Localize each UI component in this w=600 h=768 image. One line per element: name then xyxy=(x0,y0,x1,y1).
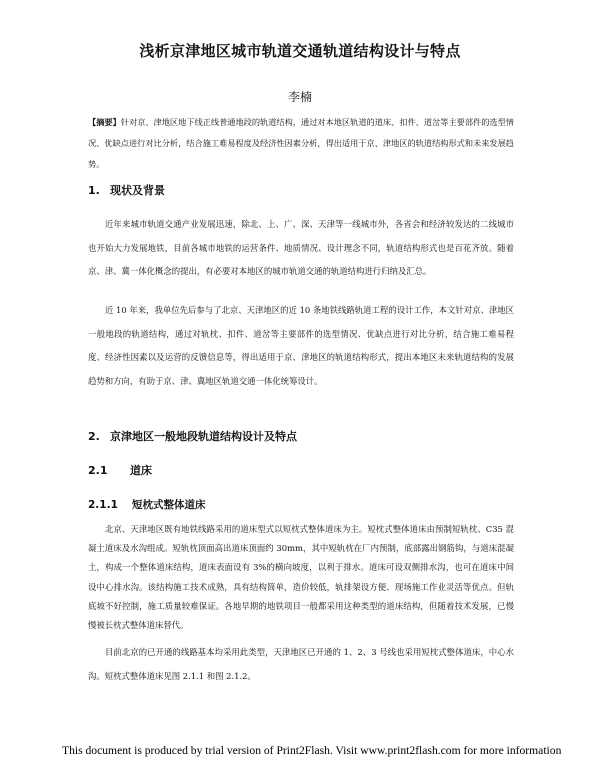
section-number: 2.1 xyxy=(88,464,108,477)
section-number: 2. xyxy=(88,430,100,443)
section-title: 短枕式整体道床 xyxy=(132,499,206,511)
section-number: 1. xyxy=(88,184,100,197)
section-title: 道床 xyxy=(130,464,152,477)
document-title: 浅析京津地区城市轨道交通轨道结构设计与特点 xyxy=(139,42,461,60)
abstract-text: 针对京、津地区地下线正线普通地段的轨道结构，通过对本地区轨道的道床、扣件、道岔等主要部件的选型情况、优缺点进行对比分析，结合施工难易程度及经济性因素分析，得出适用于京、津地区的轨道结构形式和未来发展趋势。 xyxy=(88,117,514,169)
paragraph: 近年来城市轨道交通产业发展迅速，除北、上、广、深、天津等一线城市外，各省会和经济较发达的二线城市也开始大力发展地铁，目前各城市地铁的运营条件、地质情况、设计理念不同，轨道结构形式也是百花齐放。随着京、津、冀一体化概念的提出，有必要对本地区的城市轨道交通的轨道结构进行归纳及汇总。 xyxy=(88,219,514,276)
abstract xyxy=(88,112,514,175)
section-2-heading xyxy=(88,428,297,444)
subsection-2-1-heading xyxy=(88,462,152,478)
abstract-label: 【摘要】 xyxy=(88,117,121,127)
paragraph: 北京、天津地区既有地铁线路采用的道床型式以短枕式整体道床为主。短枕式整体道床由预制短轨枕、C35 混凝土道床及水沟组成。短轨枕顶面高出道床顶面约 30mm，其中短轨枕在厂内预制，底部露出钢筋钩，与道床混凝土，构成一个整体道床结构，道床表面设有 3%的横向坡度，以利于排水。道床可设双侧排水沟，也可在道床中间设中心排水沟。该结构施工技术成熟，具有结构简单，造价较低，轨排架设方便、现场施工作业灵活等优点。但轨底坡不好控制，施工质量较难保证。各地早期的地铁项目一般都采用这种类型的道床结构，但随着技术发展，已慢慢被长枕式整体道床替代。 xyxy=(88,524,514,631)
subsection-2-1-1-heading xyxy=(88,497,206,512)
section-1-heading xyxy=(88,182,165,198)
trial-version-notice: This document is produced by trial version of Print2Flash. Visit www.print2flash.com for more information xyxy=(62,744,562,757)
section-number: 2.1.1 xyxy=(88,499,118,511)
paragraph: 近 10 年来，我单位先后参与了北京、天津地区的近 10 条地铁线路轨道工程的设计工作，本文针对京、津地区一般地段的轨道结构，通过对轨枕、扣件、道岔等主要部件的选型情况、优缺点进行对比分析，结合施工难易程度、经济性因素以及运营的反馈信息等，得出适用于京、津地区的轨道结构形式，提出本地区未来轨道结构的发展趋势和方向，有助于京、津、冀地区轨道交通一体化统筹设计。 xyxy=(88,305,514,386)
author-name: 李楠 xyxy=(287,90,312,104)
paragraph: 目前北京的已开通的线路基本均采用此类型，天津地区已开通的 1、2、3 号线也采用短枕式整体道床，中心水沟。短枕式整体道床见图 2.1.1 和图 2.1.2。 xyxy=(88,647,514,681)
section-title: 现状及背景 xyxy=(110,184,165,197)
section-title: 京津地区一般地段轨道结构设计及特点 xyxy=(110,430,297,443)
